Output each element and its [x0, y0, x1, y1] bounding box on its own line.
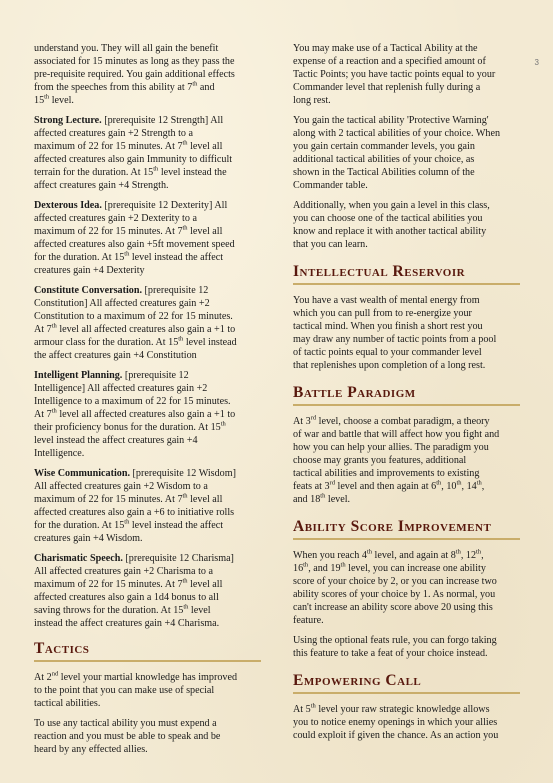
paragraph-optional-feats: Using the optional feats rule, you can forgo taking this feature to take a feat of your choice instead.: [293, 635, 497, 659]
paragraph-wise-communication: Wise Communication. [prerequisite 12 Wisdom] All affected creatures gain +2 Wisdom to a maximum of 22 for 15 minutes. At 7th level all affected creatures also gain a +6 to initiative rolls for the duration. At 15th level instead the affect creatures gain +4 Wisdom.: [34, 468, 236, 544]
section-heading-tactics: Tactics: [34, 640, 261, 662]
intelligent-planning-title: Intelligent Planning.: [34, 370, 123, 381]
paragraph-asi: When you reach 4th level, and again at 8th, 12th, 16th, and 19th level, you can increase one ability score of your choice by 2, or you can increase two ability scores of your choice by 1. As normal, you can't increase an ability score above 20 using this feature.: [293, 548, 497, 626]
paragraph-battle-paradigm: At 3rd level, choose a combat paradigm, a theory of war and battle that will affect how you fight and how you can help your allies. The paradigm you choose may grants you features, additional tactical abilities and improvements to existing feats at 3rd level and then again at 6th, 10th, 14th, and 18th level.: [293, 414, 500, 505]
paragraph-empowering-call: At 5th level your raw strategic knowledge allows you to notice enemy openings in which your allies could exploit if given the chance. As an action you: [293, 702, 499, 741]
section-heading-battle-paradigm: Battle Paradigm: [293, 384, 520, 406]
constitute-conversation-title: Constitute Conversation.: [34, 285, 142, 296]
paragraph-replace-ability: Additionally, when you gain a level in this class, you can choose one of the tactical abilities you know and replace it with another tactical ability that you can learn.: [293, 200, 490, 250]
paragraph-intro: understand you. They will all gain the benefit associated for 15 minutes as long as they pass the pre-requisite required. You gain additional effects from the speeches from this ability at 7th and 15th level.: [34, 43, 235, 106]
paragraph-tactics-intro: At 2nd level your martial knowledge has improved to the point that you can make use of special tactical abilities.: [34, 670, 238, 709]
paragraph-dexterous-idea: Dexterous Idea. [prerequisite 12 Dexterity] All affected creatures gain +2 Dexterity to a maximum of 22 for 15 minutes. At 7th level all affected creatures also gain +5ft movement speed for the duration. At 15th level instead the affect creatures gain +4 Dexterity: [34, 200, 235, 276]
section-heading-ability-score-improvement: Ability Score Improvement: [293, 518, 520, 540]
paragraph-tactics-usage: To use any tactical ability you must expend a reaction and you must be able to speak and be heard by any effected allies.: [34, 718, 221, 755]
paragraph-protective-warning: You gain the tactical ability 'Protective Warning' along with 2 tactical abilities of your choice. When you gain certain commander levels, you gain additional tactical abilities of your choice, as shown in the Tactical Abilities column of the Commander table.: [293, 115, 501, 191]
section-heading-empowering-call: Empowering Call: [293, 672, 520, 694]
page-number: 3: [534, 58, 539, 67]
paragraph-strong-lecture: Strong Lecture. [prerequisite 12 Strength] All affected creatures gain +2 Strength to a maximum of 22 for 15 minutes. At 7th level all affected creatures also gain Immunity to difficult terrain for the duration. At 15th level instead the affect creatures gain +4 Strength.: [34, 115, 233, 191]
paragraph-intelligent-planning: Intelligent Planning. [prerequisite 12 Intelligence] All affected creatures gain +2 Intelligence to a maximum of 22 for 15 minutes. At 7th level all affected creatures also gain a +1 to their proficiency bonus for the duration. At 15th level instead the affect creatures gain +4 Intelligence.: [34, 370, 236, 459]
right-column: [293, 42, 520, 749]
charismatic-speech-title: Charismatic Speech.: [34, 553, 123, 564]
wise-communication-title: Wise Communication.: [34, 468, 131, 479]
paragraph-tactic-points: You may make use of a Tactical Ability at the expense of a reaction and a specified amount of Tactic Points; you have tactic points equal to your Commander level that replenish fully during a long rest.: [293, 43, 496, 106]
paragraph-charismatic-speech: Charismatic Speech. [prerequisite 12 Charisma] All affected creatures gain +2 Charisma to a maximum of 22 for 15 minutes. At 7th level all affected creatures also gain a 1d4 bonus to all saving throws for the duration. At 15th level instead the affect creatures gain +4 Charisma.: [34, 553, 234, 629]
paragraph-intellectual-reservoir: You have a vast wealth of mental energy from which you can pull from to re-energize your tactical mind. When you finish a short rest you may draw any number of tactic points from a pool of tactic points equal to your commander level that replenishes upon completion of a long rest.: [293, 295, 497, 371]
left-column: [34, 42, 261, 763]
paragraph-constitute-conversation: Constitute Conversation. [prerequisite 12 Constitution] All affected creatures gain +2 Constitution to a maximum of 22 for 15 minutes. At 7th level all affected creatures also gain a +1 to armour class for the duration. At 15th level instead the affect creatures gain +4 Constitution: [34, 285, 237, 361]
section-heading-intellectual-reservoir: Intellectual Reservoir: [293, 263, 520, 285]
strong-lecture-title: Strong Lecture.: [34, 115, 102, 126]
dexterous-idea-title: Dexterous Idea.: [34, 200, 102, 211]
